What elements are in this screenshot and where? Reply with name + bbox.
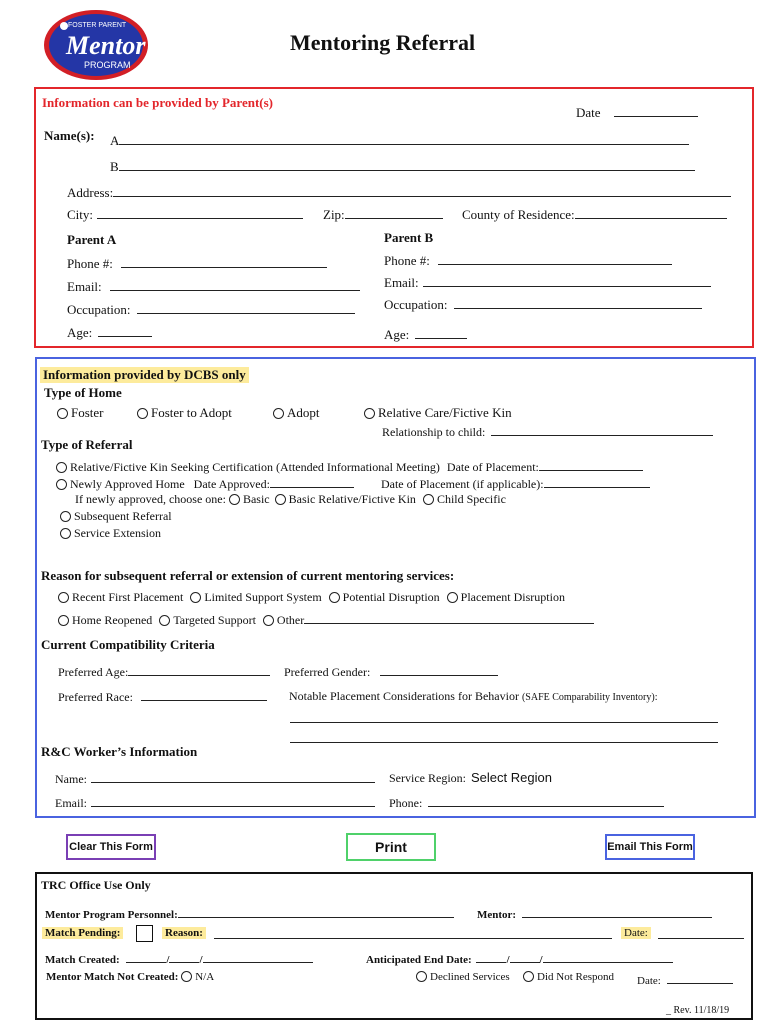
dcbs-header: Information provided by DCBS only [40, 367, 249, 383]
parent-b-title: Parent B [384, 230, 434, 245]
address-field[interactable]: Address: [67, 184, 731, 201]
logo [42, 8, 150, 82]
date-label: Date [576, 105, 601, 120]
city-field[interactable]: City: [67, 206, 303, 223]
logo-top-text: FOSTER PARENT [68, 22, 127, 29]
newly-approved-choice: If newly approved, choose one: Basic Basic Relative/Fictive Kin Child Specific [75, 492, 506, 506]
worker-email-field[interactable]: Email: [55, 794, 375, 811]
name-b-field[interactable]: B [110, 158, 695, 175]
relationship-field[interactable]: Relationship to child: [382, 423, 713, 440]
service-region-field: Service Region: Select Region [389, 770, 552, 785]
worker-title: R&C Worker’s Information [41, 744, 198, 759]
reason-other[interactable]: Other [263, 613, 594, 627]
declined-date-field[interactable]: Date: [637, 971, 733, 987]
name-a-field[interactable]: A [110, 132, 689, 149]
office-date-line[interactable] [658, 938, 744, 939]
compat-title: Current Compatibility Criteria [41, 637, 215, 652]
reason-targeted-support[interactable]: Targeted Support [159, 613, 256, 627]
office-section [35, 872, 753, 1020]
parent-b-email[interactable]: Email: [384, 274, 711, 291]
match-pending-checkbox[interactable] [136, 925, 153, 942]
parent-section-header: Information can be provided by Parent(s) [42, 95, 273, 110]
choice-basic[interactable]: Basic [229, 492, 270, 506]
notable-label: Notable Placement Considerations for Behavior (SAFE Comparability Inventory): [289, 689, 658, 703]
office-title: TRC Office Use Only [41, 878, 151, 892]
reason-row-1 [58, 590, 565, 605]
print-button[interactable]: Print [346, 833, 436, 861]
notable-line-1[interactable] [290, 722, 718, 723]
parent-b-occupation[interactable]: Occupation: [384, 296, 702, 313]
anticipated-end-field[interactable]: Anticipated End Date: / / [366, 950, 673, 966]
mentor-field[interactable]: Mentor: [477, 905, 712, 921]
type-home-title: Type of Home [44, 385, 122, 400]
email-form-button[interactable]: Email This Form [605, 834, 695, 860]
pref-age-field[interactable]: Preferred Age: [58, 663, 270, 680]
date-field[interactable] [576, 104, 698, 121]
parent-a-email[interactable]: Email: [67, 278, 360, 295]
pref-gender-field[interactable]: Preferred Gender: [284, 663, 498, 680]
na-option[interactable]: N/A [181, 971, 214, 983]
notable-line-2[interactable] [290, 742, 718, 743]
office-date-label: Date: [621, 927, 651, 939]
clear-form-button[interactable]: Clear This Form [66, 834, 156, 860]
reason-potential-disruption[interactable]: Potential Disruption [329, 590, 440, 604]
referral-service-extension[interactable]: Service Extension [60, 526, 161, 541]
reason-home-reopened[interactable]: Home Reopened [58, 613, 152, 627]
page-title: Mentoring Referral [290, 30, 476, 55]
county-field[interactable]: County of Residence: [462, 206, 727, 223]
logo-bottom-text: PROGRAM [84, 60, 131, 70]
reason-label: Reason: [162, 927, 206, 939]
home-option-foster-adopt[interactable]: Foster to Adopt [137, 405, 232, 421]
type-referral-title: Type of Referral [41, 437, 133, 452]
home-option-adopt[interactable]: Adopt [273, 405, 320, 421]
parent-b-age[interactable]: Age: [384, 326, 467, 343]
reason-title: Reason for subsequent referral or extension of current mentoring services: [41, 568, 455, 583]
match-pending-label: Match Pending: [42, 927, 123, 939]
parent-a-age[interactable]: Age: [67, 324, 152, 341]
reason-limited-support[interactable]: Limited Support System [190, 590, 321, 604]
reason-recent-first[interactable]: Recent First Placement [58, 590, 183, 604]
choice-basic-relative[interactable]: Basic Relative/Fictive Kin [275, 492, 416, 506]
reason-placement-disruption[interactable]: Placement Disruption [447, 590, 565, 604]
referral-relative[interactable]: Relative/Fictive Kin Seeking Certification (Attended Informational Meeting) Date of Placement: [56, 458, 643, 475]
parent-a-phone[interactable]: Phone #: [67, 255, 327, 272]
parent-a-occupation[interactable]: Occupation: [67, 301, 355, 318]
choice-child-specific[interactable]: Child Specific [423, 492, 506, 506]
home-option-relative[interactable]: Relative Care/Fictive Kin [364, 405, 512, 421]
zip-field[interactable]: Zip: [323, 206, 443, 223]
referral-newly-approved[interactable]: Newly Approved Home Date Approved: Date of Placement (if applicable): [56, 475, 650, 492]
reason-row-2 [58, 611, 594, 628]
personnel-field[interactable]: Mentor Program Personnel: [45, 905, 454, 921]
not-created-field: Mentor Match Not Created: N/A [46, 971, 215, 983]
parent-b-phone[interactable]: Phone #: [384, 252, 672, 269]
logo-main-text: Mentor [66, 31, 146, 60]
referral-subsequent[interactable]: Subsequent Referral [60, 509, 172, 524]
revision-text: _ Rev. 11/18/19 [666, 1005, 730, 1016]
declined-option[interactable]: Declined Services [416, 971, 510, 983]
pref-race-field[interactable]: Preferred Race: [58, 688, 267, 705]
worker-name-field[interactable]: Name: [55, 770, 375, 787]
select-region-dropdown[interactable]: Select Region [470, 770, 552, 785]
names-label: Name(s): [44, 128, 95, 143]
match-created-field[interactable]: Match Created: / / [45, 950, 313, 966]
home-option-foster[interactable]: Foster [57, 405, 104, 421]
did-not-respond-option[interactable]: Did Not Respond [523, 971, 614, 983]
reason-line[interactable] [214, 938, 612, 939]
parent-a-title: Parent A [67, 232, 117, 247]
worker-phone-field[interactable]: Phone: [389, 794, 664, 811]
